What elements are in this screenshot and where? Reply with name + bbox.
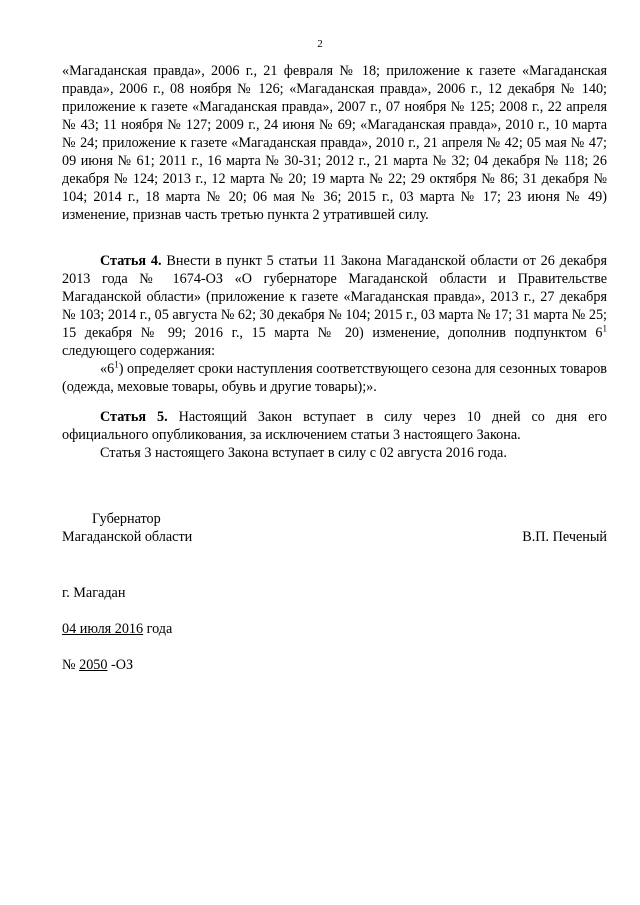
number-prefix: № [62, 657, 80, 673]
page-number: 2 [317, 38, 323, 50]
quote-sup: 1 [114, 359, 119, 370]
continuation-paragraph: «Магаданская правда», 2006 г., 21 февраля № 18; приложение к газете «Магаданская правда», 2006 г., 08 ноября № 126; «Магаданская правда», 2006 г., 12 декабря № 140; приложение к газете «Магаданская правда», 2007 г., 07 ноября № 125; 2008 г., 22 апреля № 43; 11 ноября № 127; 2009 г., 24 июня № 69; «Магаданская правда», 2010 г., 10 марта № 24; приложение к газете «Магаданская правда», 2010 г., 21 апреля № 42; 05 мая № 47; 09 июня № 61; 2011 г., 16 марта № 30-31; 2012 г., 21 марта № 32; 04 декабря № 118; 26 декабря № 124; 2013 г., 12 марта № 20; 19 марта № 22; 29 октября № 86; 31 декабря № 104; 2014 г., 18 марта № 20; 06 мая № 36; 2015 г., 03 марта № 17; 23 июня № 49) изменение, признав часть третью пункта 2 утратившей силу. [62, 63, 607, 223]
law-number-line [62, 657, 133, 674]
quote-text: ) определяет сроки наступления соответствующего сезона для сезонных товаров (одежда, меховые товары, обувь и другие товары);». [62, 361, 607, 395]
article-5-heading: Статья 5. [100, 409, 168, 425]
signature-title-line2: Магаданской области [62, 529, 193, 545]
article-4-quote [62, 360, 607, 396]
article-4-paragraph [62, 252, 607, 360]
date-suffix: года [143, 621, 173, 637]
date-line [62, 621, 172, 638]
number-suffix: -ОЗ [107, 657, 134, 673]
article-4-text-a: Внести в пункт 5 статьи 11 Закона Магаданской области от 26 декабря 2013 года № 1674-ОЗ «О губернаторе Магаданской области и Правительстве Магаданской области» (приложение к газете «Магаданская правда», 2013 г., 27 декабря № 103; 2014 г., 05 августа № 62; 30 декабря № 104; 2015 г., 03 марта № 17; 31 марта № 25; 15 декабря № 99; 2016 г., 15 марта № 20) изменение, дополнив подпунктом 6 [62, 253, 607, 341]
article-4-text-b: следующего содержания: [62, 343, 216, 359]
article-4-heading: Статья 4. [100, 253, 162, 269]
article-5-text: Настоящий Закон вступает в силу через 10 дней со дня его официального опубликования, за исключением статьи 3 настоящего Закона. [62, 409, 607, 443]
article-5-second-paragraph: Статья 3 настоящего Закона вступает в силу с 02 августа 2016 года. [100, 445, 507, 461]
signature-name: В.П. Печеный [522, 529, 607, 545]
place: г. Магадан [62, 585, 126, 601]
law-number: 2050 [79, 657, 108, 673]
quote-open: «6 [100, 361, 115, 377]
article-5-paragraph [62, 408, 607, 444]
signature-title-line1: Губернатор [92, 511, 161, 527]
article-4-sup: 1 [602, 323, 607, 334]
date-value: 04 июля 2016 [62, 621, 144, 637]
